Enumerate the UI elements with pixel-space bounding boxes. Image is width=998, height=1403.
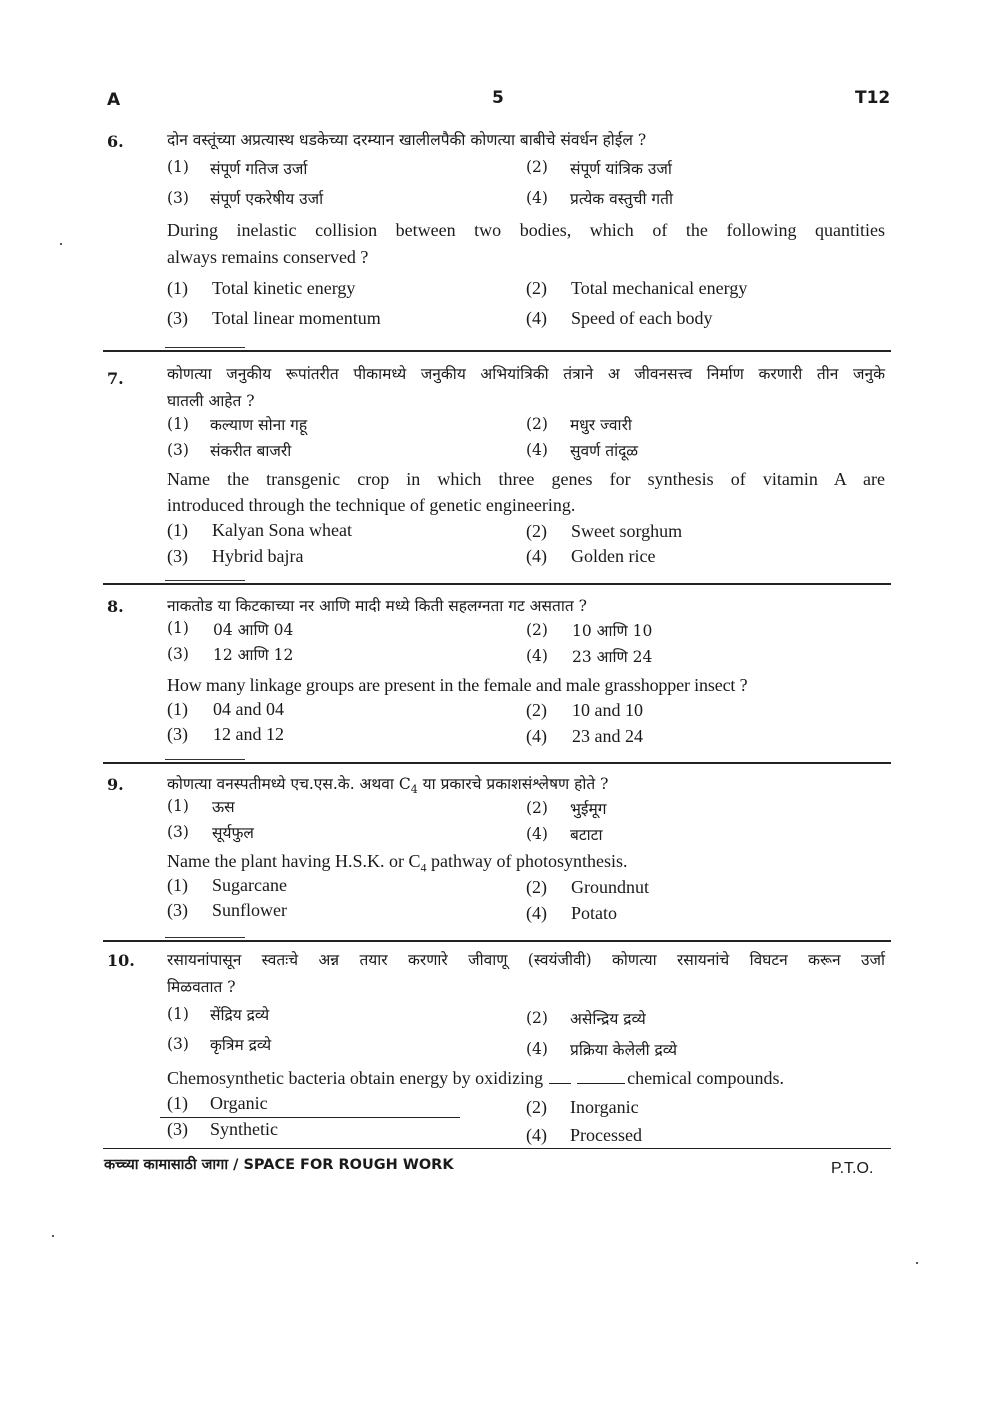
scan-speck	[60, 243, 62, 245]
option-text: 04 and 04	[213, 699, 284, 719]
option-text: Total mechanical energy	[571, 278, 748, 298]
question-number: 7.	[107, 369, 124, 388]
option-number: (1)	[167, 415, 189, 433]
option-text: प्रक्रिया केलेली द्रव्ये	[570, 1041, 678, 1059]
option-text: Hybrid bajra	[212, 546, 304, 566]
option-text: ऊस	[212, 798, 235, 816]
question-stem-english: During inelastic collision between two bodies, which of the following quantities	[167, 220, 885, 240]
option-number: (4)	[526, 308, 547, 328]
option-text: 23 and 24	[572, 726, 643, 746]
option-text: भुईमूग	[570, 800, 607, 818]
question-stem-english-line2: always remains conserved ?	[167, 247, 369, 267]
scan-speck	[916, 1262, 918, 1264]
question-stem-english-line2: introduced through the technique of genetic engineering.	[167, 495, 576, 515]
option-text: Sweet sorghum	[571, 521, 683, 541]
option-number: (1)	[167, 619, 189, 637]
option-number: (4)	[526, 726, 547, 746]
option-text: Processed	[570, 1125, 642, 1145]
question-stem-marathi: नाकतोड या किटकाच्या नर आणि मादी मध्ये किती सहलग्नता गट असतात ?	[167, 597, 587, 615]
question-stem-english: How many linkage groups are present in the female and male grasshopper insect ?	[167, 675, 748, 695]
option-number: (1)	[167, 699, 188, 719]
question-divider	[103, 940, 891, 942]
option-number: (3)	[167, 441, 189, 459]
option-number: (3)	[167, 546, 188, 566]
option-number: (4)	[526, 903, 547, 923]
option-text: Kalyan Sona wheat	[212, 520, 352, 540]
option-text: 12 and 12	[213, 724, 284, 744]
underline-rule	[160, 1117, 460, 1118]
option-number: (2)	[526, 877, 547, 897]
pto-label: P.T.O.	[831, 1160, 874, 1177]
option-text: Sugarcane	[212, 875, 287, 895]
option-number: (4)	[526, 546, 547, 566]
option-text: सेंद्रिय द्रव्ये	[210, 1006, 270, 1024]
question-number: 8.	[107, 597, 124, 616]
option-number: (2)	[526, 158, 548, 176]
option-text: कल्याण सोना गहू	[210, 416, 308, 434]
question-stem-marathi: रसायनांपासून स्वतःचे अन्न तयार करणारे जीवाणू (स्वयंजीवी) कोणत्या रसायनांचे विघटन करून उर्जा	[167, 951, 885, 969]
option-text: Total linear momentum	[212, 308, 381, 328]
option-number: (2)	[526, 1009, 548, 1027]
scan-speck	[52, 1235, 54, 1237]
option-number: (2)	[526, 1097, 547, 1117]
option-number: (4)	[526, 1125, 547, 1145]
option-text: Potato	[571, 903, 618, 923]
option-number: (2)	[526, 799, 548, 817]
question-number: 6.	[107, 132, 124, 151]
option-text: Groundnut	[571, 877, 649, 897]
answer-blank	[577, 1071, 625, 1084]
option-number: (1)	[167, 1005, 189, 1023]
rough-work-label: कच्च्या कामासाठी जागा / SPACE FOR ROUGH WORK	[104, 1157, 454, 1173]
option-text: 23 आणि 24	[572, 648, 653, 666]
question-divider	[103, 350, 891, 352]
question-divider	[103, 583, 891, 585]
option-text: Total kinetic energy	[212, 278, 356, 298]
question-stem-english: Name the plant having H.S.K. or $C_4$ pathway of photosynthesis.	[167, 851, 628, 875]
option-text: मधुर ज्वारी	[570, 416, 632, 434]
option-text: 10 and 10	[572, 700, 643, 720]
footer-divider	[103, 1148, 891, 1149]
option-text: Speed of each body	[571, 308, 713, 328]
option-text: 04 आणि 04	[213, 621, 294, 639]
question-stem-marathi: कोणत्या वनस्पतीमध्ये एच.एस.के. अथवा $C_4$ या प्रकारचे प्रकाशसंश्लेषण होते ?	[167, 775, 609, 797]
question-stem-marathi: कोणत्या जनुकीय रूपांतरीत पीकामध्ये जनुकीय अभियांत्रिकी तंत्राने अ जीवनसत्त्व निर्माण करणारी तीन जनुके	[167, 365, 885, 383]
option-text: Inorganic	[570, 1097, 639, 1117]
option-number: (2)	[526, 700, 547, 720]
option-number: (3)	[167, 724, 188, 744]
question-stem-english: Chemosynthetic bacteria obtain energy by oxidizing chemical compounds.	[167, 1068, 785, 1088]
option-number: (1)	[167, 278, 188, 298]
question-stem-marathi-line2: घातली आहेत ?	[167, 392, 255, 410]
option-number: (3)	[167, 189, 189, 207]
question-divider	[103, 762, 891, 764]
option-text: संपूर्ण यांत्रिक उर्जा	[570, 160, 672, 178]
option-number: (1)	[167, 797, 189, 815]
option-text: संपूर्ण एकरेषीय उर्जा	[210, 190, 324, 208]
option-number: (2)	[526, 621, 548, 639]
question-number: 10.	[107, 951, 135, 970]
series-label: A	[107, 90, 121, 110]
option-number: (1)	[167, 520, 188, 540]
option-number: (1)	[167, 158, 189, 176]
option-text: संपूर्ण गतिज उर्जा	[210, 160, 308, 178]
paper-code: T12	[855, 88, 891, 108]
option-number: (4)	[526, 441, 548, 459]
answer-blank	[549, 1071, 571, 1084]
option-text: सूर्यफुल	[212, 824, 254, 842]
question-stem-english: Name the transgenic crop in which three genes for synthesis of vitamin A are	[167, 469, 885, 489]
option-number: (2)	[526, 521, 547, 541]
option-text: सुवर्ण तांदूळ	[570, 442, 639, 460]
option-text: संकरीत बाजरी	[210, 442, 292, 460]
option-number: (3)	[167, 1035, 189, 1053]
option-text: Sunflower	[212, 900, 287, 920]
option-text: असेन्द्रिय द्रव्ये	[570, 1010, 646, 1028]
option-text: Golden rice	[571, 546, 656, 566]
option-number: (3)	[167, 1119, 188, 1139]
option-text: कृत्रिम द्रव्ये	[210, 1036, 272, 1054]
option-number: (3)	[167, 823, 189, 841]
option-number: (4)	[526, 189, 548, 207]
question-number: 9.	[107, 775, 124, 794]
question-stem-marathi-line2: मिळवतात ?	[167, 978, 236, 996]
option-text: बटाटा	[570, 826, 603, 844]
option-number: (4)	[526, 1040, 548, 1058]
option-number: (1)	[167, 1093, 188, 1113]
option-text: Synthetic	[210, 1119, 278, 1139]
option-number: (3)	[167, 308, 188, 328]
option-text: 12 आणि 12	[213, 646, 294, 664]
option-number: (3)	[167, 645, 189, 663]
option-number: (4)	[526, 825, 548, 843]
option-number: (1)	[167, 875, 188, 895]
option-number: (2)	[526, 415, 548, 433]
option-number: (2)	[526, 278, 547, 298]
option-text: प्रत्येक वस्तुची गती	[570, 190, 673, 208]
option-text: 10 आणि 10	[572, 622, 653, 640]
option-number: (4)	[526, 647, 548, 665]
option-text: Organic	[210, 1093, 268, 1113]
question-stem-marathi: दोन वस्तूंच्या अप्रत्यास्थ धडकेच्या दरम्यान खालीलपैकी कोणत्या बाबीचे संवर्धन होईल ?	[167, 131, 647, 149]
option-number: (3)	[167, 900, 188, 920]
page-number: 5	[492, 88, 504, 108]
